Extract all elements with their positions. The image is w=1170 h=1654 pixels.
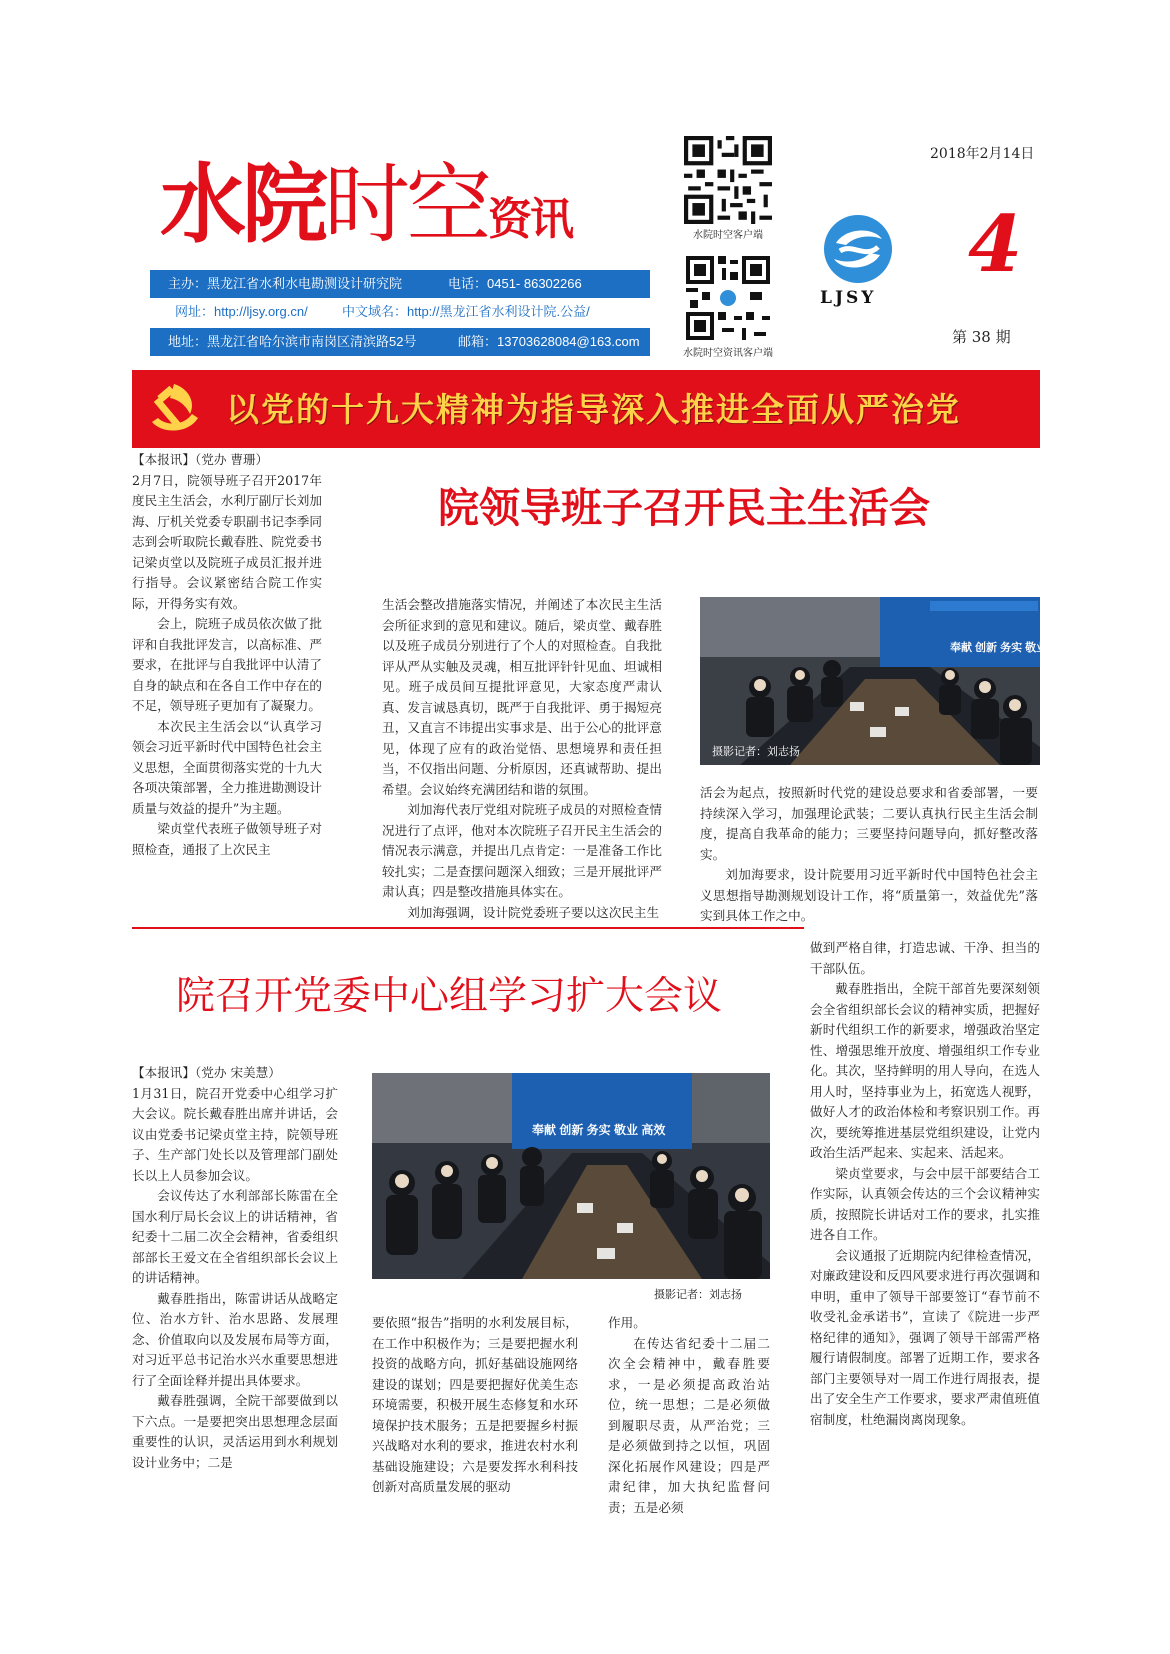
article1-col3-paragraph: 刘加海要求，设计院要用习近平新时代中国特色社会主义思想指导勘测规划设计工作，将“质量第一，效益优先”落实到具体工作之中。 <box>700 867 1038 923</box>
article1-col2-paragraph: 生活会整改措施落实情况，并阐述了本次民主生活会所征求到的意见和建议。随后，梁贞堂、戴春胜以及班子成员分别进行了个人的对照检查。自我批评从严从实触及灵魂，相互批评针针见血、坦诚相见。班子成员间互提批评意见，大家态度严肃认真、发言诚恳真切，既严于自我批评、勇于揭短亮丑，又直言不讳提出实事求是、出于公心的批评意见，体现了应有的政治觉悟、思想境界和责任担当，不仅指出问题、分析原因，还真诚帮助、提出希望。会议始终充满团结和谐的氛围。 <box>382 597 662 797</box>
logo-text: LJSY <box>820 288 877 308</box>
article2-col1-paragraph: 会议传达了水利部部长陈雷在全国水利厅局长会议上的讲话精神，省纪委十二届二次全会精神，省委组织部部长王爱文在全省组织部长会议上的讲话精神。 <box>132 1188 338 1285</box>
article1-col3-paragraph: 活会为起点，按照新时代党的建设总要求和省委部署，一要持续深入学习，加强理论武装；二要认真执行民主生活会制度，提高自我革命的能力；三要坚持问题导向，抓好整改落实。 <box>700 785 1038 862</box>
website-link[interactable]: 网址：http://ljsy.org.cn/ <box>175 304 308 319</box>
web-row <box>150 299 650 325</box>
article1-col2-paragraph: 刘加海代表厅党组对院班子成员的对照检查情况进行了点评，他对本次院班子召开民主生活会的情况表示满意，并提出几点肯定：一是准备工作比较扎实；二是查摆问题深入细致；三是开展批评严肃认真；四是整改措施具体实在。 <box>382 802 662 899</box>
photo2-banner-text: 奉献 创新 务实 敬业 高效 <box>532 1123 666 1137</box>
article1-col1-paragraph: 会上，院班子成员依次做了批评和自我批评发言，以高标准、严要求，在批评与自我批评中认清了自身的缺点和在各自工作中存在的不足，领导班子更加有了凝聚力。 <box>132 616 322 713</box>
article2-column-2 <box>372 1313 578 1523</box>
article2-headline: 院召开党委中心组学习扩大会议 <box>176 974 723 1019</box>
article1-column-3 <box>700 783 1038 923</box>
section-divider <box>132 927 804 929</box>
article2-column-3 <box>608 1313 770 1523</box>
sponsor-text: 主办：黑龙江省水利水电勘测设计研究院 <box>168 276 403 291</box>
issue-date: 2018年2月14日 <box>930 146 1035 162</box>
issue-number: 第 38 期 <box>952 328 1011 346</box>
address-bar <box>150 328 650 356</box>
qr-code-icon <box>684 136 772 224</box>
masthead-title <box>160 150 640 265</box>
article2-col3-paragraph: 作用。 <box>608 1315 646 1330</box>
article1-col1-paragraph: 梁贞堂代表班子做领导班子对照检查，通报了上次民主 <box>132 821 322 857</box>
article1-photo-caption: 摄影记者：刘志扬 <box>712 746 800 758</box>
article1-col2-paragraph: 刘加海强调，设计院党委班子要以这次民主生 <box>407 904 660 920</box>
article1-column-2 <box>382 595 662 925</box>
article2-col1-paragraph: 戴春胜强调，全院干部要做到以下六点。一是要把突出思想理念层面重要性的认识，灵活运用到水利规划设计业务中；二是 <box>132 1393 338 1470</box>
article2-col4-paragraph: 梁贞堂要求，与会中层干部要结合工作实际，认真领会传达的三个会议精神实质，按照院长讲话对工作的要求，扎实推进各自工作。 <box>810 1165 1040 1242</box>
article1-col1-paragraph: 本次民主生活会以“认真学习领会习近平新时代中国特色社会主义思想，全面贯彻落实党的十九大各项决策部署，全力推进勘测设计质量与效益的提升”为主题。 <box>132 718 322 816</box>
masthead-title-c: 资讯 <box>488 194 572 245</box>
article1-col1-paragraph: 【本报讯】（党办 曹珊） <box>132 452 269 467</box>
article1-column-1 <box>132 450 322 928</box>
article2-col2-paragraph: 要依照“报告”指明的水利发展目标，在工作中积极作为；三是要把握水利投资的战略方向，抓好基础设施网络建设的谋划；四是要把握好优美生态环境需要，积极开展生态修复和水环境保护技术服务；五是把要握乡村振兴战略对水利的要求，推进农村水利基础设施建设；六是要发挥水利科技创新对高质量发展的驱动 <box>372 1315 578 1494</box>
article2-col1-paragraph: 【本报讯】（党办 宋美慧） <box>132 1065 281 1080</box>
article2-column-4 <box>810 938 1040 1528</box>
photo1-banner-text: 奉献 创新 务实 敬业 高效 <box>950 642 1073 654</box>
qr-code-icon <box>686 256 770 340</box>
article2-col3-paragraph: 在传达省纪委十二届二次全会精神中，戴春胜要求，一是必须提高政治站位，统一思想；二是必须做到履职尽责，从严治党；三是必须做到持之以恒，巩固深化拓展作风建设；四是严肃纪律，加大执纪监督问责；五是必须 <box>608 1335 770 1515</box>
phone-text: 电话：0451- 86302266 <box>448 276 582 291</box>
ljsy-logo-icon <box>822 213 894 285</box>
article2-col4-paragraph: 戴春胜指出，全院干部首先要深刻领会全省组织部长会议的精神实质，把握好新时代组织工作的新要求，增强政治坚定性、增强思维开放度、增强组织工作专业化。其次，坚持鲜明的用人导向，在选人用人时，坚持事业为上，拓宽选人视野，做好人才的政治体检和考察识别工作。再次，要统筹推进基层党组织建设，让党内政治生活严起来、实起来、活起来。 <box>810 981 1040 1160</box>
article2-col1-paragraph: 1月31日，院召开党委中心组学习扩大会议。院长戴春胜出席并讲话，会议由党委书记梁贞堂主持，院领导班子、生产部门处长以及管理部门副处长以上人员参加会议。 <box>132 1085 338 1183</box>
page-number: 4 <box>968 199 1023 290</box>
article2-col4-paragraph: 会议通报了近期院内纪律检查情况，对廉政建设和反四风要求进行再次强调和申明，重申了领导干部要签订“春节前不收受礼金承诺书”，宣读了《院进一步严格纪律的通知》，强调了领导干部需严格履行请假制度。部署了近期工作，要求各部门主要领导对一周工作进行周报表，提出了安全生产工作要求，要求严肃值班值宿制度，杜绝漏岗离岗现象。 <box>810 1247 1040 1427</box>
article2-photo-caption: 摄影记者：刘志扬 <box>654 1289 742 1301</box>
address-text: 地址：黑龙江省哈尔滨市南岗区清滨路52号 <box>168 334 417 349</box>
article2-photo <box>372 1073 770 1279</box>
party-emblem-icon <box>144 378 206 440</box>
article2-col4-paragraph: 做到严格自律，打造忠诚、干净、担当的干部队伍。 <box>810 940 1040 976</box>
slogan-text: 以党的十九大精神为指导深入推进全面从严治党 <box>226 390 961 429</box>
masthead-title-b: 时空 <box>324 155 488 255</box>
qr2-caption: 水院时空资讯客户端 <box>683 348 773 359</box>
sponsor-bar <box>150 270 650 298</box>
masthead-title-a: 水院 <box>160 155 324 255</box>
email-text: 邮箱：13703628084@163.com <box>458 334 640 349</box>
qr1-caption: 水院时空客户端 <box>693 230 763 241</box>
article2-column-1 <box>132 1063 338 1523</box>
article1-col1-paragraph: 2月7日，院领导班子召开2017年度民主生活会，水利厅副厅长刘加海、厅机关党委专职副书记李季同志到会听取院长戴春胜、院党委书记梁贞堂以及院班子成员汇报并进行指导。会议紧密结合院工作实际，开得务实有效。 <box>132 472 322 611</box>
article2-col1-paragraph: 戴春胜指出，陈雷讲话从战略定位、治水方针、治水思路、发展理念、价值取向以及发展布局等方面，对习近平总书记治水兴水重要思想进行了全面诠释并提出具体要求。 <box>132 1290 338 1388</box>
article1-photo <box>700 597 1073 765</box>
cn-domain-link[interactable]: 中文域名：http://黑龙江省水利设计院.公益/ <box>342 304 590 319</box>
article1-headline: 院领导班子召开民主生活会 <box>438 484 930 532</box>
